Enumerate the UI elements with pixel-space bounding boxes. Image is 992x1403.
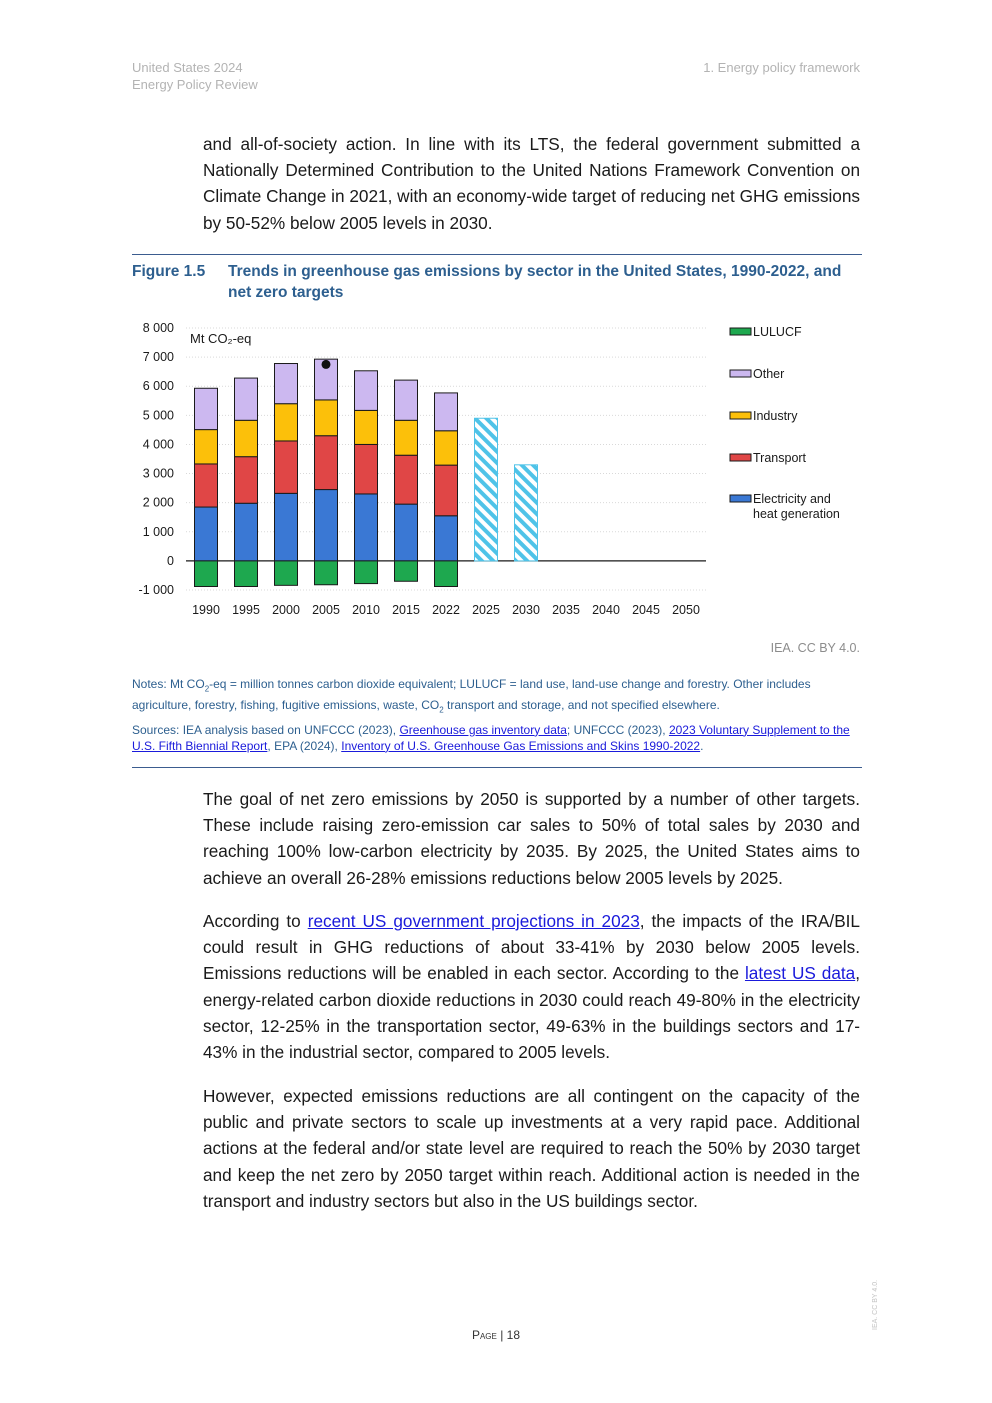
report-title: [132, 59, 258, 93]
y-tick-label: 8 000: [142, 321, 174, 335]
y-tick-label: -1 000: [138, 583, 174, 597]
sources-part: .: [700, 738, 704, 753]
bar-segment: [355, 561, 378, 584]
x-tick-label: 1990: [192, 603, 220, 617]
figure-number: Figure 1.5: [132, 263, 206, 280]
sources-part: ; UNFCCC (2023),: [566, 722, 669, 737]
bar-segment: [235, 503, 258, 561]
y-tick-label: 3 000: [142, 466, 174, 481]
x-tick-label: 2015: [392, 603, 420, 617]
x-axis: [192, 603, 700, 617]
page-number: [0, 1328, 992, 1342]
bar-segment: [435, 561, 458, 587]
target-bar: [515, 465, 538, 561]
emissions-chart: [120, 315, 860, 625]
legend-label: Industry: [753, 409, 798, 423]
link-latest-us-data[interactable]: latest US data: [744, 963, 856, 984]
bar-segment: [395, 455, 418, 504]
bar-segment: [235, 378, 258, 420]
target-bar: [475, 418, 498, 561]
paragraph-text: The goal of net zero emissions by 2050 is supported by a number of other targets. These include raising zero-emission car sales to 50% of total sales by 2030 and reaching 100% low-carbon electricity by 2035. By 2025, the United States aims to achieve an overall 26-28% emissions reductions below 2005 levels by 2025.: [203, 789, 860, 888]
paragraph-part: According to: [203, 911, 308, 931]
paragraph-text: [203, 908, 860, 1065]
paragraph-contingent: [203, 1083, 860, 1214]
bar-segment: [355, 371, 378, 411]
notes-text: [132, 676, 862, 719]
bar-segment: [395, 561, 418, 581]
bar-segment: [275, 404, 298, 441]
x-tick-label: 2035: [552, 603, 580, 617]
legend-swatch: [730, 454, 751, 461]
x-tick-label: 2040: [592, 603, 620, 617]
paragraph-part: , energy-related carbon dioxide reductions in 2030 could reach 49-80% in the electricity sector, 12-25% in the transportation sector, 49-63% in the buildings sectors and 17-43% in the industrial sector, compared to 2005 levels.: [203, 963, 860, 1063]
x-tick-label: 2030: [512, 603, 540, 617]
page-number-value: 18: [506, 1328, 521, 1342]
legend-swatch: [730, 328, 751, 335]
sources-text: [132, 722, 862, 754]
notes-sub: 2: [204, 684, 210, 694]
bar-segment: [395, 380, 418, 420]
notes-part: Notes: Mt CO: [132, 677, 205, 691]
bar-segment: [435, 393, 458, 431]
y-axis: [139, 321, 175, 597]
notes-part: -eq = million tonnes carbon dioxide equivalent; LULUCF = land use, land-use change and forestry. Other includes agriculture, forestry, fishing, fugitive emissions, waste, CO: [132, 677, 811, 713]
bar-segment: [275, 561, 298, 585]
notes-part: transport and storage, and not specified elsewhere.: [443, 698, 720, 713]
bar-segment: [195, 464, 218, 507]
target-marker: [322, 360, 331, 369]
bar-segment: [195, 561, 218, 587]
bar-segment: [315, 561, 338, 585]
figure-bottom-rule: [132, 767, 862, 768]
side-credit: IEA. CC BY 4.0.: [872, 1279, 879, 1330]
x-tick-label: 2025: [472, 603, 500, 617]
link-us-projections-2023[interactable]: recent US government projections in 2023: [307, 911, 640, 931]
x-tick-label: 2050: [672, 603, 700, 617]
bar-segment: [355, 410, 378, 444]
chart-legend: [730, 325, 840, 521]
source-link-epa-inventory[interactable]: Inventory of U.S. Greenhouse Gas Emissions and Skins 1990-2022: [341, 738, 701, 753]
bar-segment: [275, 364, 298, 404]
bar-segment: [235, 457, 258, 504]
paragraph-text: However, expected emissions reductions are all contingent on the capacity of the public and private sectors to scale up investments at a very rapid pace. Additional actions at the federal and/or state level are required to reach the 50% by 2030 target and keep the net zero by 2050 target within reach. Additional action is needed in the transport and industry sectors but also in the US buildings sector.: [203, 1086, 860, 1211]
bar-segment: [275, 441, 298, 493]
y-tick-label: 0: [167, 553, 174, 568]
bar-segment: [315, 400, 338, 436]
bar-segment: [275, 493, 298, 561]
y-tick-label: 1 000: [142, 524, 174, 539]
x-tick-label: 1995: [232, 603, 260, 617]
paragraph-part: , the impacts of the IRA/BIL could result in GHG reductions of about 33-41% by 2030 below 2005 levels. Emissions reductions will be enabled in each sector. According to the: [203, 911, 860, 984]
legend-label: LULUCF: [753, 325, 802, 339]
source-link-ghg-inventory[interactable]: Greenhouse gas inventory data: [399, 722, 567, 737]
y-tick-label: 5 000: [142, 408, 174, 423]
legend-label: Electricity and heat generation: [753, 492, 840, 521]
legend-swatch: [730, 412, 751, 419]
notes-sub: 2: [439, 705, 444, 715]
figure-credit: IEA. CC BY 4.0.: [770, 641, 860, 655]
intro-paragraph-text: and all-of-society action. In line with its LTS, the federal government submitted a Nationally Determined Contribution to the United Nations Framework Convention on Climate Change in 2021, with an economy-wide target of reducing net GHG emissions by 50-52% below 2005 levels in 2030.: [203, 134, 860, 233]
x-tick-label: 2005: [312, 603, 340, 617]
bar-segment: [235, 420, 258, 456]
paragraph-net-zero-targets: [203, 786, 860, 891]
paragraph-projections: [203, 908, 860, 1065]
bar-segment: [195, 388, 218, 429]
page-label: Page: [471, 1328, 497, 1342]
bar-segment: [195, 430, 218, 464]
bar-segment: [355, 494, 378, 561]
chart-unit-label: Mt CO₂-eq: [190, 331, 252, 346]
chart-bars: [195, 359, 538, 586]
bar-segment: [315, 436, 338, 490]
sources-part: , EPA (2024),: [267, 738, 342, 753]
bar-segment: [315, 490, 338, 561]
x-tick-label: 2045: [632, 603, 660, 617]
bar-segment: [435, 465, 458, 516]
y-tick-label: 4 000: [142, 437, 174, 452]
y-tick-label: 6 000: [142, 379, 174, 394]
figure-notes: [132, 676, 862, 754]
report-title-line2: Energy Policy Review: [132, 77, 258, 92]
bar-segment: [355, 444, 378, 493]
bar-segment: [395, 420, 418, 455]
bar-segment: [395, 504, 418, 561]
page-separator: |: [496, 1328, 507, 1342]
sources-part: Sources: IEA analysis based on UNFCCC (2023),: [132, 722, 400, 737]
y-tick-label: 2 000: [142, 495, 174, 510]
x-tick-label: 2022: [432, 603, 460, 617]
source-link-voluntary-supplement[interactable]: 2023 Voluntary Supplement to the U.S. Fifth Biennial Report: [132, 722, 850, 753]
intro-paragraph: [203, 131, 860, 236]
x-tick-label: 2010: [352, 603, 380, 617]
legend-label: Other: [753, 367, 785, 381]
legend-swatch: [730, 495, 751, 502]
bar-segment: [435, 516, 458, 561]
figure-top-rule: [132, 254, 862, 255]
x-tick-label: 2000: [272, 603, 300, 617]
chapter-title: 1. Energy policy framework: [703, 60, 860, 75]
bar-segment: [235, 561, 258, 587]
bar-segment: [435, 431, 458, 465]
legend-swatch: [730, 370, 751, 377]
y-tick-label: 7 000: [142, 350, 174, 365]
legend-label: Transport: [753, 451, 807, 465]
bar-segment: [195, 507, 218, 561]
report-title-line1: United States 2024: [132, 60, 243, 75]
figure-title: Trends in greenhouse gas emissions by sector in the United States, 1990-2022, and net zero targets: [228, 263, 842, 301]
